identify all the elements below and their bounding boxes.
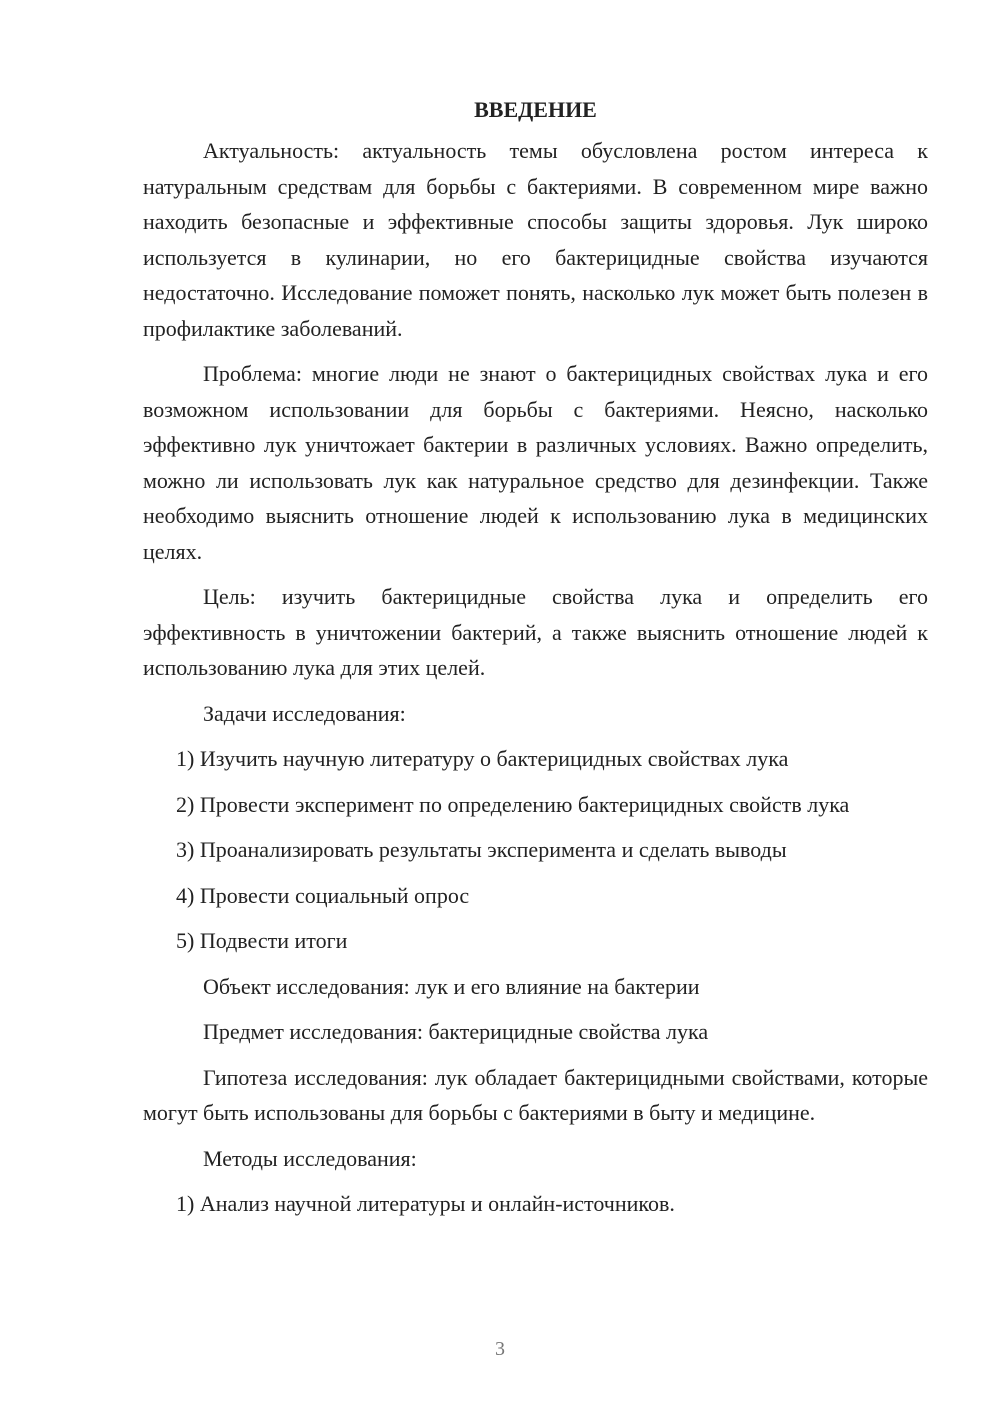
- paragraph-relevance: Актуальность: актуальность темы обусловлена ростом интереса к натуральным средствам для борьбы с бактериями. В современном мире важно находить безопасные и эффективные способы защиты здоровья. Лук широко используется в кулинарии, но его бактерицидные свойства изучаются недостаточно. Исследование поможет понять, насколько лук может быть полезен в профилактике заболеваний.: [143, 138, 928, 341]
- tasks-heading: Задачи исследования:: [203, 700, 406, 726]
- page-number: 3: [495, 1338, 505, 1360]
- methods-heading: Методы исследования:: [203, 1145, 417, 1171]
- task-item-4: 4) Провести социальный опрос: [176, 882, 470, 908]
- research-object: Объект исследования: лук и его влияние на бактерии: [203, 973, 700, 999]
- task-item-3: 3) Проанализировать результаты эксперимента и сделать выводы: [176, 837, 787, 862]
- page-content: [143, 96, 928, 1222]
- section-title: ВВЕДЕНИЕ: [474, 97, 597, 122]
- paragraph-goal: Цель: изучить бактерицидные свойства лука и определить его эффективность в уничтожении бактерий, а также выяснить отношение людей к использованию лука для этих целей.: [143, 584, 928, 680]
- task-item-1: 1) Изучить научную литературу о бактерицидных свойствах лука: [176, 746, 789, 771]
- method-item-1: 1) Анализ научной литературы и онлайн-источников.: [176, 1191, 675, 1216]
- paragraph-problem: Проблема: многие люди не знают о бактерицидных свойствах лука и его возможном использовании для борьбы с бактериями. Неясно, насколько эффективно лук уничтожает бактерии в различных условиях. Важно определить, можно ли использовать лук как натуральное средство для дезинфекции. Также необходимо выяснить отношение людей к использованию лука в медицинских целях.: [143, 361, 928, 564]
- task-item-5: 5) Подвести итоги: [176, 928, 348, 953]
- research-hypothesis: Гипотеза исследования: лук обладает бактерицидными свойствами, которые могут быть использованы для борьбы с бактериями в быту и медицине.: [143, 1064, 928, 1125]
- research-subject: Предмет исследования: бактерицидные свойства лука: [203, 1019, 709, 1044]
- task-item-2: 2) Провести эксперимент по определению бактерицидных свойств лука: [176, 791, 850, 817]
